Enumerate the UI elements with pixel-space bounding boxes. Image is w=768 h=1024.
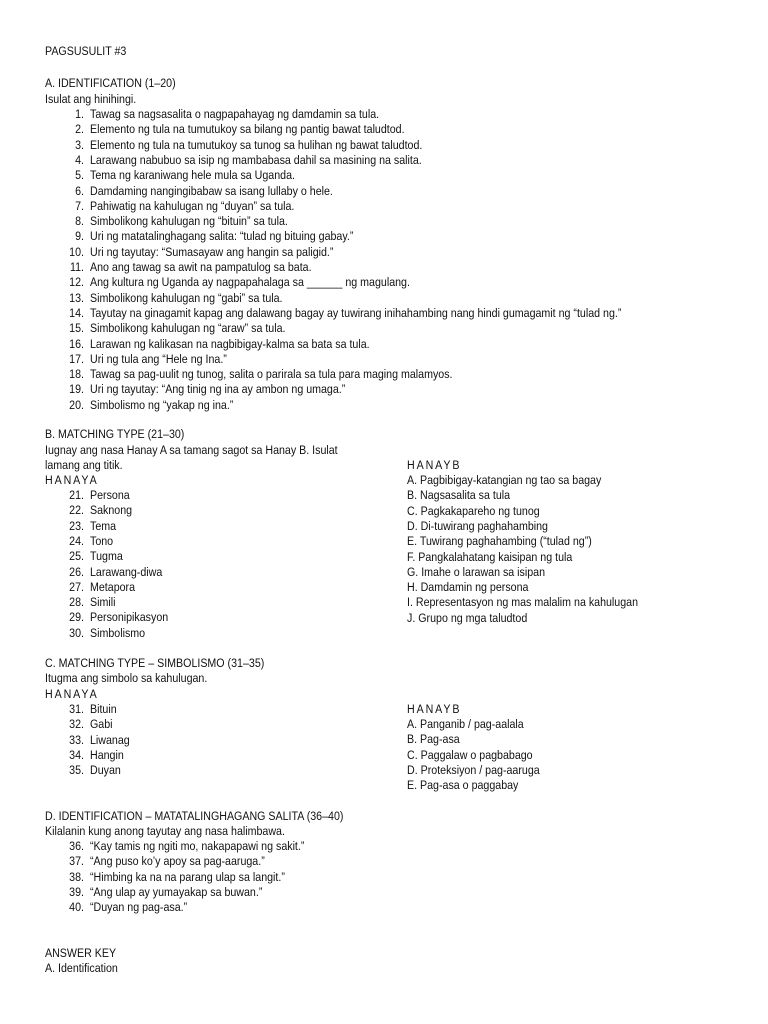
item-number: 27. [69, 579, 84, 594]
hanay-a-item: Bituin [90, 702, 117, 716]
hanay-a-item: Tono [90, 533, 114, 548]
hanay-b-item: A. Panganib / pag-aalala [407, 717, 524, 731]
item-number: 32. [69, 717, 84, 732]
hanay-b-item: F. Pangkalahatang kaisipan ng tula [407, 549, 573, 564]
hanay-a-item: Persona [90, 488, 130, 502]
answer-key-subheading: A. Identification [45, 961, 118, 975]
hanay-b-item: A. Pagbibigay-katangian ng tao sa bagay [407, 473, 602, 487]
section-b-instruction-cont: lamang ang titik. [45, 458, 123, 472]
item-number: 13. [69, 290, 84, 305]
item-number: 29. [69, 610, 84, 625]
item-number: 39. [69, 884, 84, 899]
item-number: 7. [75, 198, 84, 213]
item-number: 26. [69, 564, 84, 579]
identification-item: Tawag sa nagsasalita o nagpapahayag ng damdamin sa tula. [90, 107, 380, 121]
identification-item: “Kay tamis ng ngiti mo, nakapapawi ng sakit.” [90, 839, 305, 853]
identification-item: Tema ng karaniwang hele mula sa Uganda. [90, 168, 295, 183]
item-number: 40. [69, 900, 84, 915]
identification-item: “Ang puso ko’y apoy sa pag-aaruga.” [90, 854, 265, 869]
hanay-b-item: B. Pag-asa [407, 732, 460, 747]
hanay-a-item: Saknong [90, 503, 133, 518]
item-number: 14. [69, 305, 84, 320]
item-number: 25. [69, 549, 84, 564]
identification-item: Tawag sa pag-uulit ng tunog, salita o parirala sa tula para maging malamyos. [90, 367, 453, 382]
section-c-heading: C. MATCHING TYPE – SIMBOLISMO (31–35) [45, 656, 265, 670]
item-number: 1. [75, 107, 84, 121]
section-a-heading: A. IDENTIFICATION (1–20) [45, 76, 176, 90]
item-number: 22. [69, 503, 84, 518]
hanay-b-item: D. Di-tuwirang paghahambing [407, 518, 548, 533]
identification-item: Elemento ng tula na tumutukoy sa bilang ng pantig bawat taludtod. [90, 122, 405, 137]
section-b-heading: B. MATCHING TYPE (21–30) [45, 427, 185, 441]
item-number: 16. [69, 336, 84, 351]
item-number: 38. [69, 869, 84, 884]
item-number: 5. [75, 168, 84, 183]
identification-item: Simbolikong kahulugan ng “gabi” sa tula. [90, 290, 283, 305]
identification-item: Simbolikong kahulugan ng “araw” sa tula. [90, 321, 286, 336]
hanay-b-item: J. Grupo ng mga taludtod [407, 610, 528, 625]
item-number: 11. [69, 260, 84, 274]
section-d-instruction: Kilalanin kung anong tayutay ang nasa halimbawa. [45, 824, 285, 838]
page-title: PAGSUSULIT #3 [45, 44, 127, 58]
item-number: 24. [69, 533, 84, 548]
hanay-a-item: Metapora [90, 579, 136, 594]
hanay-a-item: Tema [90, 518, 117, 533]
hanay-a-item: Gabi [90, 717, 113, 732]
item-number: 2. [75, 122, 84, 137]
item-number: 36. [69, 839, 84, 853]
identification-item: Ang kultura ng Uganda ay nagpapahalaga sa ______ ng magulang. [90, 275, 410, 290]
item-number: 37. [69, 854, 84, 869]
item-number: 35. [69, 763, 84, 778]
identification-item: Elemento ng tula na tumutukoy sa tunog sa hulihan ng bawat taludtod. [90, 137, 423, 152]
identification-item: Uri ng tayutay: “Sumasayaw ang hangin sa paligid.” [90, 244, 334, 259]
hanay-a-label: HANAYA [45, 687, 99, 701]
hanay-a-item: Liwanag [90, 732, 130, 747]
identification-item: Uri ng tula ang “Hele ng Ina.” [90, 351, 227, 366]
hanay-b-item: I. Representasyon ng mas malalim na kahulugan [407, 595, 639, 610]
identification-item: Simbolikong kahulugan ng “bituin” sa tula. [90, 214, 288, 229]
identification-item: Ano ang tawag sa awit na pampatulog sa bata. [90, 260, 312, 274]
hanay-b-item: C. Paggalaw o pagbabago [407, 747, 533, 762]
section-a-instruction: Isulat ang hinihingi. [45, 92, 137, 106]
hanay-a-item: Simili [90, 595, 116, 610]
identification-item: Pahiwatig na kahulugan ng “duyan” sa tula. [90, 198, 295, 213]
hanay-a-item: Duyan [90, 763, 121, 778]
hanay-b-item: E. Pag-asa o paggabay [407, 778, 519, 793]
item-number: 28. [69, 595, 84, 610]
identification-item: Larawang nabubuo sa isip ng mambabasa dahil sa masining na salita. [90, 152, 422, 167]
identification-item: Tayutay na ginagamit kapag ang dalawang bagay ay tuwirang inihahambing nang hindi gumagamit ng “tulad ng.” [90, 305, 622, 320]
identification-item: Larawan ng kalikasan na nagbibigay-kalma sa bata sa tula. [90, 336, 370, 351]
identification-item: “Himbing ka na na parang ulap sa langit.” [90, 869, 285, 884]
section-b-instruction: Iugnay ang nasa Hanay A sa tamang sagot sa Hanay B. Isulat [45, 443, 338, 457]
item-number: 20. [69, 397, 84, 412]
section-d-heading: D. IDENTIFICATION – MATATALINGHAGANG SALITA (36–40) [45, 809, 344, 823]
hanay-b-label: HANAYB [407, 702, 462, 716]
item-number: 6. [75, 183, 84, 198]
hanay-b-item: E. Tuwirang paghahambing (“tulad ng”) [407, 534, 592, 549]
hanay-a-label: HANAYA [45, 473, 99, 487]
identification-item: “Ang ulap ay yumayakap sa buwan.” [90, 884, 263, 899]
item-number: 12. [69, 275, 84, 290]
hanay-b-item: D. Proteksiyon / pag-aaruga [407, 762, 540, 777]
section-c-instruction: Itugma ang simbolo sa kahulugan. [45, 671, 208, 685]
item-number: 21. [69, 488, 84, 502]
hanay-a-item: Personipikasyon [90, 610, 169, 625]
identification-item: “Duyan ng pag-asa.” [90, 900, 188, 915]
hanay-b-label: HANAYB [407, 458, 462, 472]
item-number: 18. [69, 367, 84, 382]
item-number: 17. [69, 351, 84, 366]
item-number: 31. [69, 702, 84, 716]
identification-item: Uri ng matatalinghagang salita: “tulad ng bituing gabay.” [90, 229, 354, 244]
identification-item: Simbolismo ng “yakap ng ina.” [90, 397, 234, 412]
item-number: 4. [75, 152, 84, 167]
item-number: 10. [69, 244, 84, 259]
item-number: 15. [69, 321, 84, 336]
identification-item: Damdaming nangingibabaw sa isang lullaby o hele. [90, 183, 333, 198]
item-number: 33. [69, 732, 84, 747]
hanay-a-item: Larawang-diwa [90, 564, 163, 579]
hanay-a-item: Hangin [90, 747, 124, 762]
item-number: 8. [75, 214, 84, 229]
item-number: 9. [75, 229, 84, 244]
hanay-b-item: G. Imahe o larawan sa isipan [407, 564, 546, 579]
hanay-b-item: H. Damdamin ng persona [407, 580, 529, 595]
item-number: 3. [75, 137, 84, 152]
hanay-b-item: C. Pagkakapareho ng tunog [407, 503, 540, 518]
identification-item: Uri ng tayutay: “Ang tinig ng ina ay ambon ng umaga.” [90, 382, 346, 397]
hanay-a-item: Simbolismo [90, 625, 146, 640]
item-number: 30. [69, 625, 84, 640]
item-number: 23. [69, 518, 84, 533]
hanay-a-item: Tugma [90, 549, 123, 564]
answer-key-heading: ANSWER KEY [45, 946, 117, 960]
hanay-b-item: B. Nagsasalita sa tula [407, 488, 511, 503]
item-number: 19. [69, 382, 84, 397]
item-number: 34. [69, 747, 84, 762]
